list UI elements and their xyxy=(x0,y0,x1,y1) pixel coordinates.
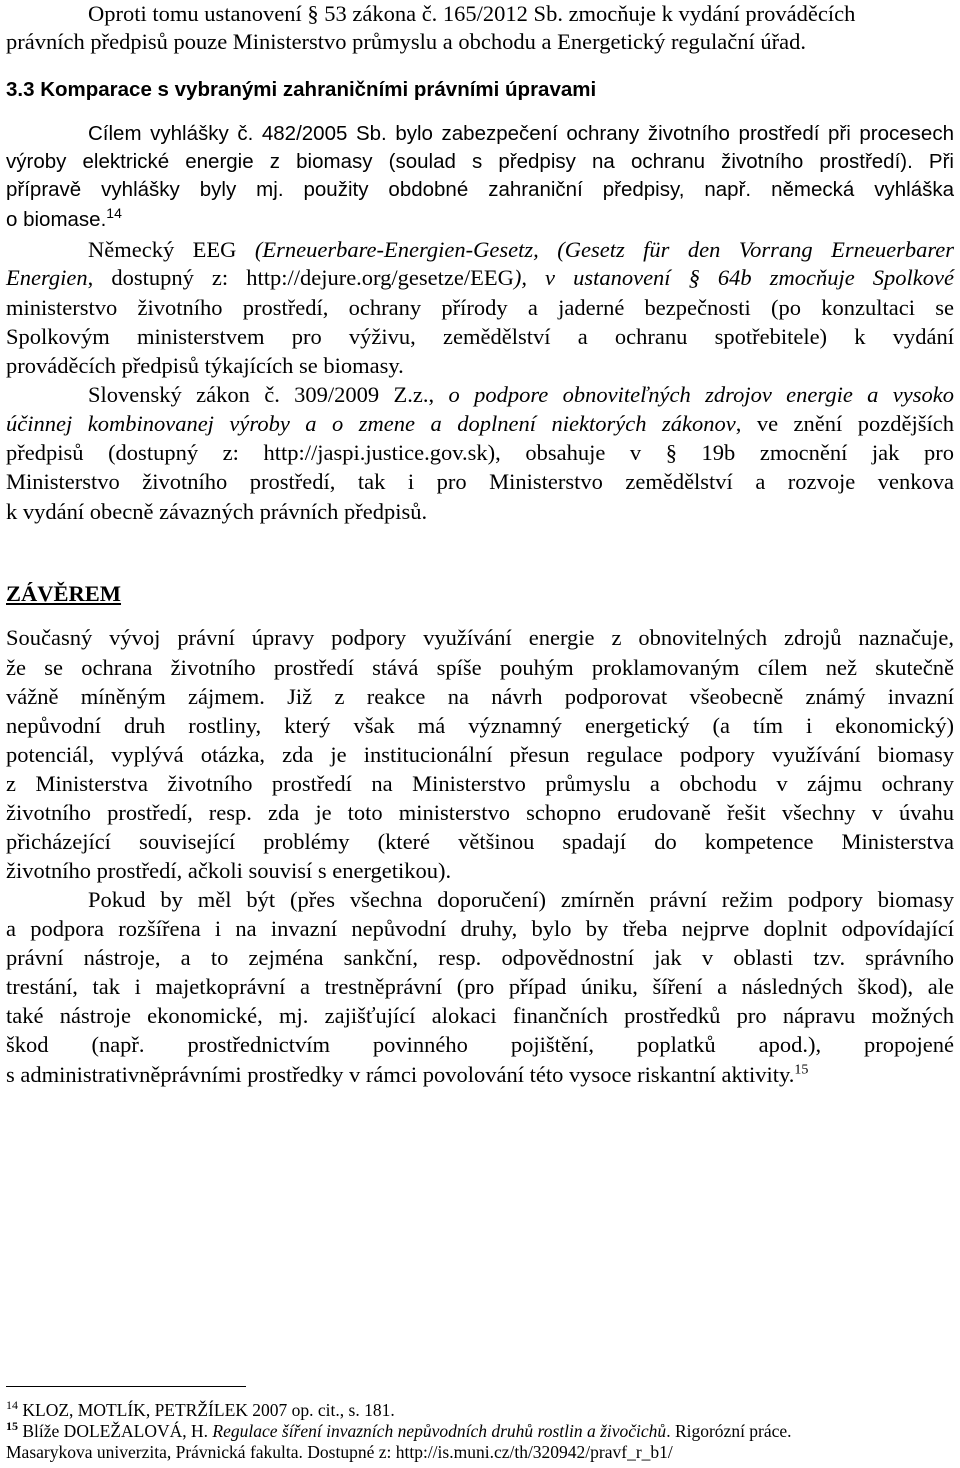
p2-line-1: Německý EEG (Erneuerbare-Energien-Gesetz, (Gesetz für den Vorrang Erneuerbarer xyxy=(88,237,954,262)
footnote-ref-15[interactable]: 15 xyxy=(794,1062,809,1078)
c1-line-1: Současný vývoj právní úpravy podpory využívání energie z obnovitelných zdrojů naznačuje, xyxy=(6,625,954,650)
section-heading: 3.3 Komparace s vybranými zahraničními právními úpravami xyxy=(6,78,597,101)
c2-line-4: trestání, tak i majetkoprávní a trestněprávní (pro případ úniku, šíření a následných škod), ale xyxy=(6,974,954,999)
p2-line-5: prováděcích předpisů týkajících se biomasy. xyxy=(6,353,404,378)
c2-line-6: škod (např. prostřednictvím povinného pojištění, poplatků apod.), propojené xyxy=(6,1032,954,1057)
p1-line-3: přípravě vyhlášky byly mj. použity obdobné zahraniční předpisy, např. německá vyhláška xyxy=(6,178,954,201)
intro-line-1: Oproti tomu ustanovení § 53 zákona č. 165/2012 Sb. zmocňuje k vydání prováděcích xyxy=(88,1,856,26)
c2-line-7: s administrativněprávními prostředky v rámci povolování této vysoce riskantní aktivity.$^{15}$ xyxy=(6,1062,809,1087)
c1-line-9: životního prostředí, ačkoli souvisí s energetikou). xyxy=(6,858,452,883)
p2-line-2: Energien, dostupný z: http://dejure.org/gesetze/EEG), v ustanovení § 64b zmocňuje Spolkové xyxy=(6,265,955,290)
footnote-ref-14[interactable]: 14 xyxy=(106,205,122,222)
p3-line-3: předpisů (dostupný z: http://jaspi.justice.gov.sk), obsahuje v § 19b zmocnění jak pro xyxy=(6,440,954,465)
eeg-link[interactable]: , dostupný z: http://dejure.org/gesetze/EEG xyxy=(87,265,514,290)
p2-line-3: ministerstvo životního prostředí, ochrany přírody a jaderné bezpečnosti (po konzultaci se xyxy=(6,295,954,320)
footnote-15-line-2[interactable]: Masarykova univerzita, Právnická fakulta. Dostupné z: http://is.muni.cz/th/320942/pravf_r_b1/ xyxy=(6,1442,673,1462)
c1-line-3: vážně míněným zájmem. Již z reakce na návrh podporovat všeobecně známý invazní xyxy=(6,684,954,709)
p1-line-4: o biomase.$^{14}$ xyxy=(6,205,122,231)
footnote-divider xyxy=(6,1386,246,1387)
c1-line-4: nepůvodní druh rostliny, který však má významný energetický (a tím i ekonomický) xyxy=(6,713,954,738)
intro-line-2: právních předpisů pouze Ministerstvo průmyslu a obchodu a Energetický regulační úřad. xyxy=(6,29,806,54)
conclusion-heading: ZÁVĚREM xyxy=(6,581,122,606)
c1-line-5: potenciál, vyplývá otázka, zda je institucionální přesun regulace podpory využívání biomasy xyxy=(6,742,954,767)
c1-line-8: přicházející související problémy (které většinou spadají do kompetence Ministerstva xyxy=(6,829,954,854)
c2-line-3: právní nástroje, a to zejména sankční, resp. odpovědnostní jak v oblasti tzv. správního xyxy=(6,945,954,970)
p3-line-5: k vydání obecně závazných právních předpisů. xyxy=(6,499,428,524)
p1-line-2: výroby elektrické energie z biomasy (soulad s předpisy na ochranu životního prostředí). Při xyxy=(6,150,954,173)
c1-line-2: že se ochrana životního prostředí stává spíše pouhým proklamovaným cílem než skutečně xyxy=(6,655,954,680)
footnote-15: $^{15}$ Blíže DOLEŽALOVÁ, H. Regulace šíření invazních nepůvodních druhů rostlin a živočichů. Rigorózní práce. xyxy=(6,1419,792,1441)
p3-line-4: Ministerstvo životního prostředí, tak i pro Ministerstvo zemědělství a rozvoje venkova xyxy=(6,469,954,494)
c2-line-2: a podpora rozšířena i na invazní nepůvodní druhy, bylo by třeba nejprve doplnit odpovídající xyxy=(6,916,954,941)
p1-line-1: Cílem vyhlášky č. 482/2005 Sb. bylo zabezpečení ochrany životního prostředí při procesech xyxy=(88,122,954,145)
footnote-14: $^{14}$ KLOZ, MOTLÍK, PETRŽÍLEK 2007 op. cit., s. 181. xyxy=(6,1398,395,1420)
p3-line-2: účinnej kombinovanej výroby a o zmene a doplnení niektorých zákonov, ve znění pozdějších xyxy=(6,411,954,436)
p3-line-1: Slovenský zákon č. 309/2009 Z.z., o podpore obnoviteľných zdrojov energie a vysoko xyxy=(88,382,954,407)
c2-line-5: také nástroje ekonomické, mj. zajišťující alokaci finančních prostředků pro nápravu možných xyxy=(6,1003,954,1028)
c1-line-6: z Ministerstva životního prostředí na Ministerstvo průmyslu a obchodu v zájmu ochrany xyxy=(6,771,954,796)
c1-line-7: životního prostředí, resp. zda je toto ministerstvo schopno erudovaně řešit všechny v úvahu xyxy=(6,800,954,825)
p2-line-4: Spolkovým ministerstvem pro výživu, zemědělství a ochranu spotřebitele) k vydání xyxy=(6,324,954,349)
c2-line-1: Pokud by měl být (přes všechna doporučení) zmírněn právní režim podpory biomasy xyxy=(88,887,954,912)
